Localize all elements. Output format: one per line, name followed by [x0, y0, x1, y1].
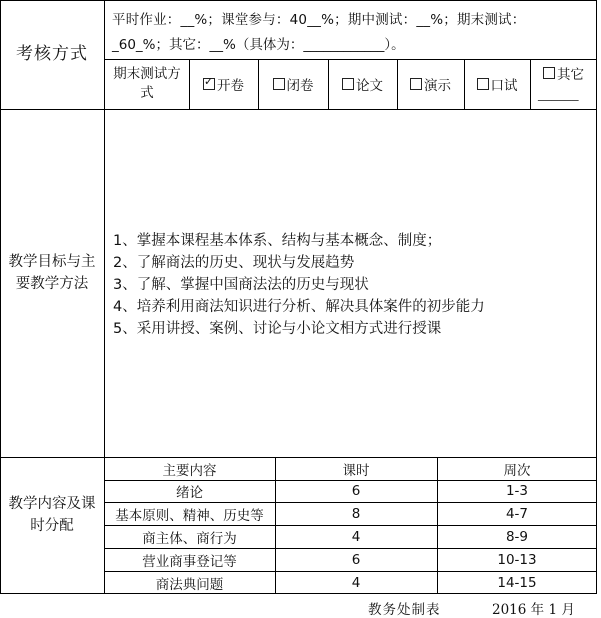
row-content: 商主体、商行为 [142, 530, 237, 547]
goal-item: 1、掌握本课程基本体系、结构与基本概念、制度； [113, 233, 442, 249]
checkbox-icon [410, 78, 422, 90]
row-hours: 6 [351, 483, 361, 499]
option-open-book[interactable] [189, 59, 258, 109]
assessment-label: 考核方式 [16, 44, 88, 64]
checkbox-icon [203, 78, 215, 90]
row-content: 基本原则、精神、历史等 [115, 507, 264, 524]
row-weeks: 1-3 [505, 483, 529, 499]
divider [0, 109, 597, 110]
row-content: 商法典问题 [155, 576, 224, 593]
header-content: 主要内容 [162, 462, 217, 479]
schedule-label: 教学内容及课时分配 [8, 496, 96, 534]
option-label: 演示 [424, 78, 451, 94]
option-label: 口试 [490, 78, 518, 94]
option-closed-book[interactable] [258, 59, 328, 109]
checkbox-icon [477, 78, 489, 90]
option-oral[interactable] [464, 59, 530, 109]
goal-item: 3、了解、掌握中国商法法的历史与现状 [113, 277, 369, 293]
row-weeks: 10-13 [497, 551, 537, 568]
row-content: 营业商事登记等 [142, 553, 237, 570]
final-exam-method-label: 期末测试方式 [113, 66, 181, 101]
row-hours: 8 [351, 505, 361, 522]
goal-item: 5、采用讲授、案例、讨论与小论文相方式进行授课 [113, 321, 442, 337]
footer-maker: 教务处制表 [368, 602, 441, 618]
goal-item: 4、培养利用商法知识进行分析、解决具体案件的初步能力 [113, 299, 485, 315]
row-hours: 4 [351, 574, 361, 591]
checkbox-icon [273, 78, 285, 90]
option-label: 开卷 [217, 78, 244, 94]
row-content: 绪论 [176, 485, 203, 501]
option-other[interactable] [530, 62, 597, 84]
header-weeks: 周次 [503, 462, 531, 479]
option-label: 其它 [557, 67, 584, 83]
row-weeks: 14-15 [497, 574, 537, 591]
checkbox-icon [342, 78, 354, 90]
checkbox-icon [543, 67, 555, 79]
goal-item: 2、了解商法的历史、现状与发展趋势 [113, 255, 355, 271]
option-paper[interactable] [328, 59, 397, 109]
header-hours: 课时 [342, 462, 370, 479]
goals-label: 教学目标与主要教学方法 [8, 254, 96, 292]
row-weeks: 4-7 [505, 505, 529, 522]
row-hours: 6 [351, 551, 361, 568]
row-weeks: 8-9 [505, 528, 529, 545]
option-label: 闭卷 [286, 78, 314, 94]
assessment-weights-line1: 平时作业：__%；课堂参与：40__%；期中测试：__%；期末测试： [112, 12, 526, 28]
row-hours: 4 [351, 528, 361, 545]
footer-date: 2016 年 1 月 [492, 602, 575, 618]
option-presentation[interactable] [397, 59, 464, 109]
goals-list [113, 230, 485, 340]
option-label: 论文 [356, 78, 383, 94]
assessment-weights-line2: _60_%；其它：__%（具体为：____________）。 [112, 37, 405, 53]
other-blank[interactable]: ______ [538, 86, 579, 102]
